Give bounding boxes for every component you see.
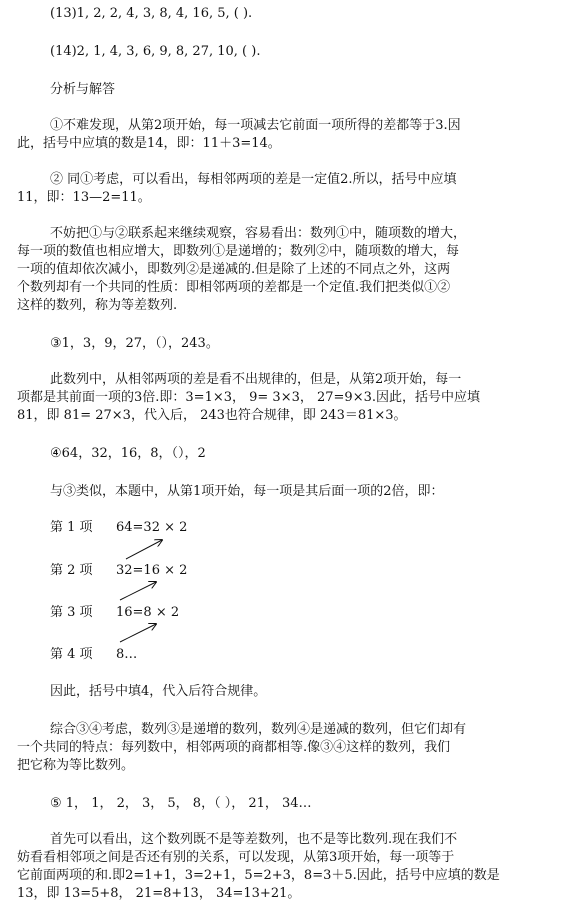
- problem-13: (13)1, 2, 2, 4, 3, 8, 4, 16, 5, ( ).: [50, 6, 253, 21]
- sequence-4: ④64，32，16，8，（），2: [50, 446, 206, 461]
- para7-line3: 把它称为等比数列。: [17, 758, 135, 773]
- arrow-2-to-1: [126, 540, 162, 559]
- para8-line4: 13，即 13=5+8， 21=8+13， 34=13+21。: [17, 886, 301, 901]
- para8-line1: 首先可以看出，这个数列既不是等差数列，也不是等比数列.现在我们不: [50, 832, 458, 847]
- para4-line3: 81，即 81= 27×3，代入后， 243也符合规律，即 243＝81×3。: [17, 408, 407, 423]
- problem-14: (14)2, 1, 4, 3, 6, 9, 8, 27, 10, ( ).: [50, 44, 261, 59]
- sequence-3: ③1，3，9，27，（），243。: [50, 336, 219, 351]
- para2-line2: 11，即：13—2=11。: [17, 190, 151, 205]
- para3-line2: 每一项的数值也相应增大，即数列①是递增的；数列②中，随项数的增大，每: [17, 244, 460, 259]
- term-3-label: 第 3 项: [50, 605, 93, 620]
- para4-line1: 此数列中，从相邻两项的差是看不出规律的，但是，从第2项开始，每一: [50, 372, 462, 387]
- term-4-label: 第 4 项: [50, 647, 93, 662]
- para3-line5: 这样的数列，称为等差数列.: [17, 298, 178, 313]
- para1-line1: ①不难发现，从第2项开始，每一项减去它前面一项所得的差都等于3.因: [50, 118, 461, 133]
- para4-line2: 项都是其前面一项的3倍.即：3=1×3， 9= 3×3， 27=9×3.因此，括号中应填: [17, 390, 480, 405]
- para7-line1: 综合③④考虑，数列③是递增的数列，数列④是递减的数列，但它们却有: [50, 722, 467, 737]
- para1-line2: 此，括号中应填的数是14，即：11＋3=14。: [17, 136, 281, 151]
- para7-line2: 一个共同的特点：每列数中，相邻两项的商都相等.像③④这样的数列，我们: [17, 740, 451, 755]
- sequence-5: ⑤ 1， 1， 2， 3， 5， 8，（ ）， 21， 34…: [50, 796, 312, 811]
- term-2-label: 第 2 项: [50, 563, 93, 578]
- term-4-expr: 8…: [116, 647, 138, 662]
- arrow-3-to-2: [120, 582, 156, 600]
- term-2-expr: 32=16 × 2: [116, 563, 188, 578]
- para8-line3: 它前面两项的和.即2=1+1，3=2+1，5=2+3，8=3＋5.因此，括号中应填的数是: [17, 868, 500, 883]
- para3-line3: 一项的值却依次减小，即数列②是递减的.但是除了上述的不同点之外，这两: [17, 262, 451, 277]
- term-3-expr: 16=8 × 2: [116, 605, 180, 620]
- para2-line1: ② 同①考虑，可以看出，每相邻两项的差是一定值2.所以，括号中应填: [50, 172, 457, 187]
- term-1-expr: 64=32 × 2: [116, 520, 188, 535]
- arrow-4-to-3: [120, 624, 156, 642]
- para8-line2: 妨看看相邻项之间是否还有别的关系，可以发现，从第3项开始，每一项等于: [17, 850, 455, 865]
- para6: 因此，括号中填4，代入后符合规律。: [50, 684, 267, 699]
- para5: 与③类似，本题中，从第1项开始，每一项是其后面一项的2倍，即：: [50, 484, 444, 499]
- para3-line4: 个数列却有一个共同的性质：即相邻两项的差都是一个定值.我们把类似①②: [17, 280, 451, 295]
- term-1-label: 第 1 项: [50, 520, 93, 535]
- section-title: 分析与解答: [50, 82, 116, 97]
- para3-line1: 不妨把①与②联系起来继续观察，容易看出：数列①中，随项数的增大，: [50, 226, 467, 241]
